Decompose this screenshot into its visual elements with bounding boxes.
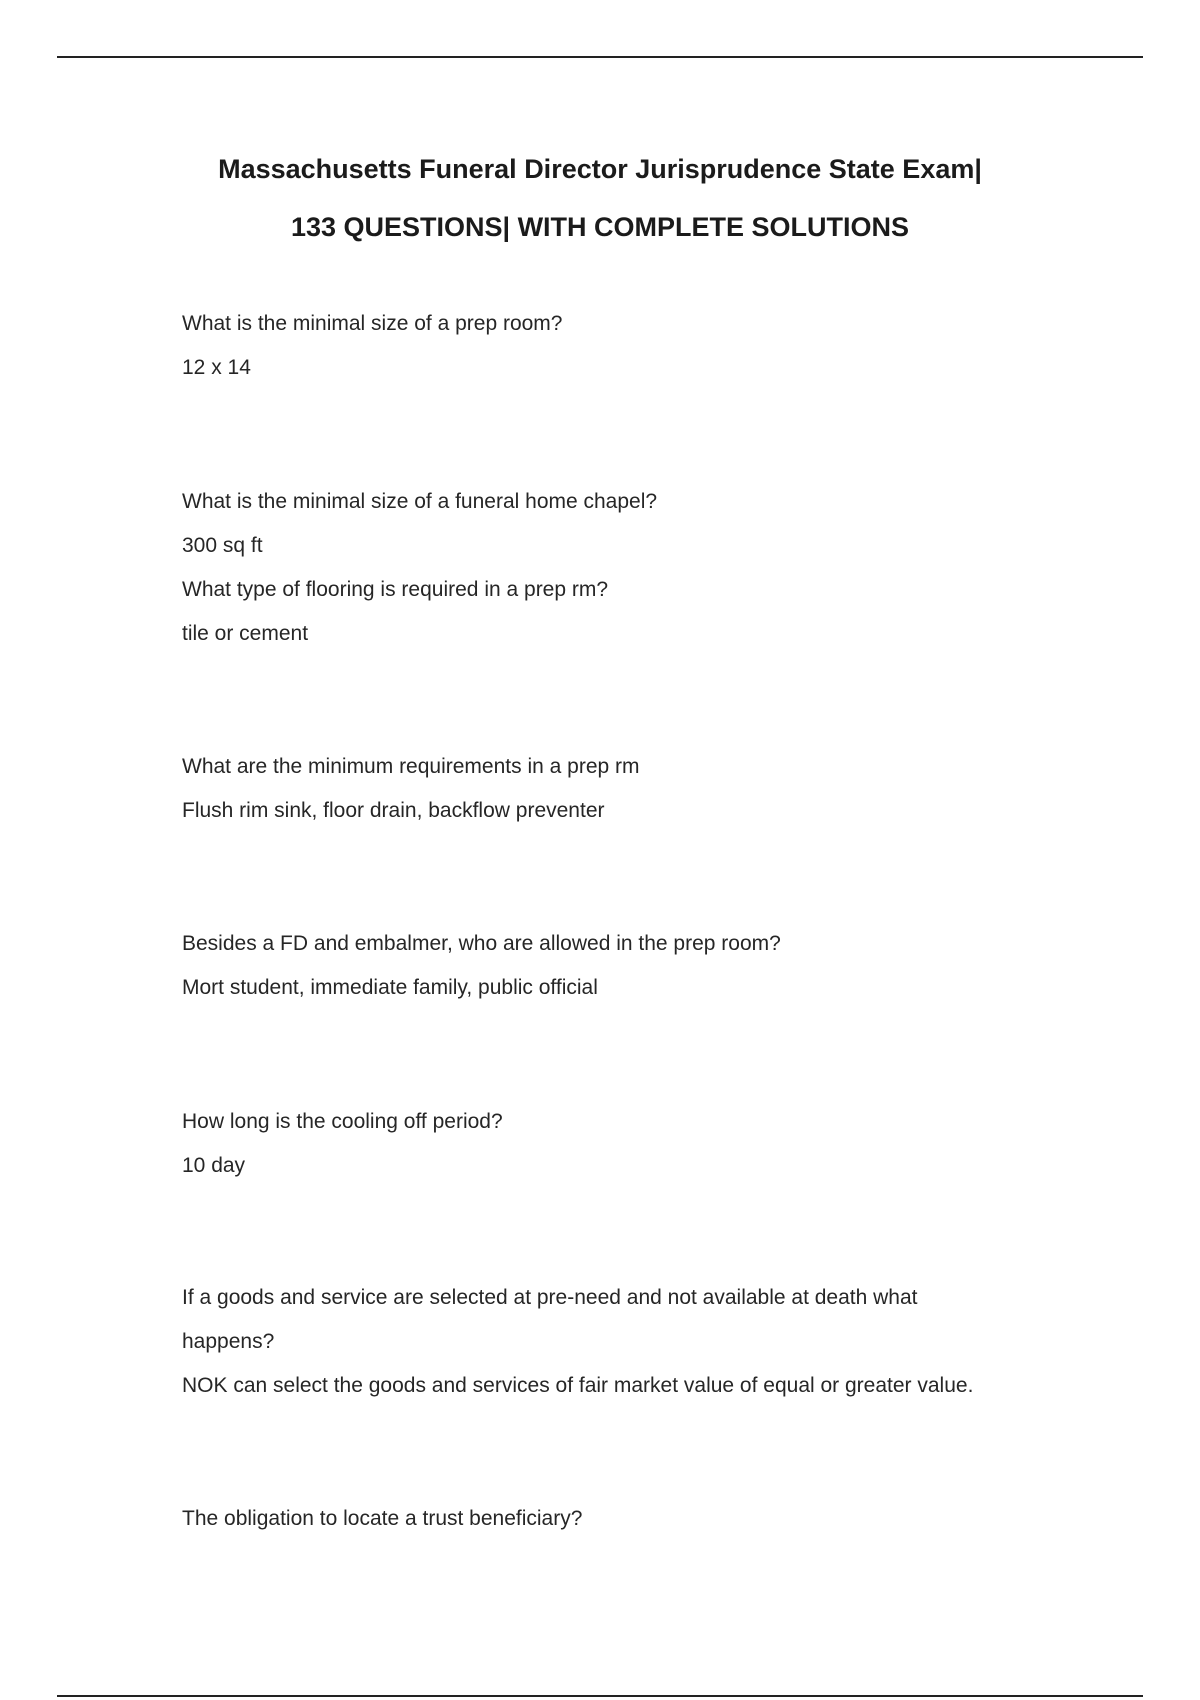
header-rule [57, 56, 1143, 58]
question: If a goods and service are selected at pre-need and not available at death what [182, 1286, 918, 1309]
qa-item-6 [182, 1100, 1082, 1188]
answer: NOK can select the goods and services of fair market value of equal or greater value. [182, 1374, 974, 1397]
qa-item-4 [182, 745, 1082, 833]
question: What type of flooring is required in a prep rm? [182, 578, 609, 601]
qa-item-5 [182, 922, 1082, 1010]
answer: 10 day [182, 1154, 246, 1177]
qa-item-2 [182, 480, 1082, 656]
answer: 12 x 14 [182, 356, 251, 379]
question: What are the minimum requirements in a prep rm [182, 755, 640, 778]
qa-item-1 [182, 302, 1082, 390]
question: The obligation to locate a trust beneficiary? [182, 1507, 583, 1530]
question: What is the minimal size of a funeral home chapel? [182, 490, 658, 513]
question: How long is the cooling off period? [182, 1110, 503, 1133]
answer: tile or cement [182, 622, 309, 645]
title-line-1: Massachusetts Funeral Director Jurisprudence State Exam| [218, 154, 982, 184]
document-title [0, 140, 1200, 256]
answer: Mort student, immediate family, public official [182, 976, 598, 999]
question: Besides a FD and embalmer, who are allowed in the prep room? [182, 932, 781, 955]
question: What is the minimal size of a prep room? [182, 312, 563, 335]
title-line-2: 133 QUESTIONS| WITH COMPLETE SOLUTIONS [290, 212, 910, 242]
question: happens? [182, 1330, 275, 1353]
answer: 300 sq ft [182, 534, 263, 557]
answer: Flush rim sink, floor drain, backflow preventer [182, 799, 605, 822]
footer-rule [57, 1695, 1143, 1697]
qa-item-7 [182, 1276, 1082, 1408]
qa-item-8 [182, 1497, 1082, 1541]
